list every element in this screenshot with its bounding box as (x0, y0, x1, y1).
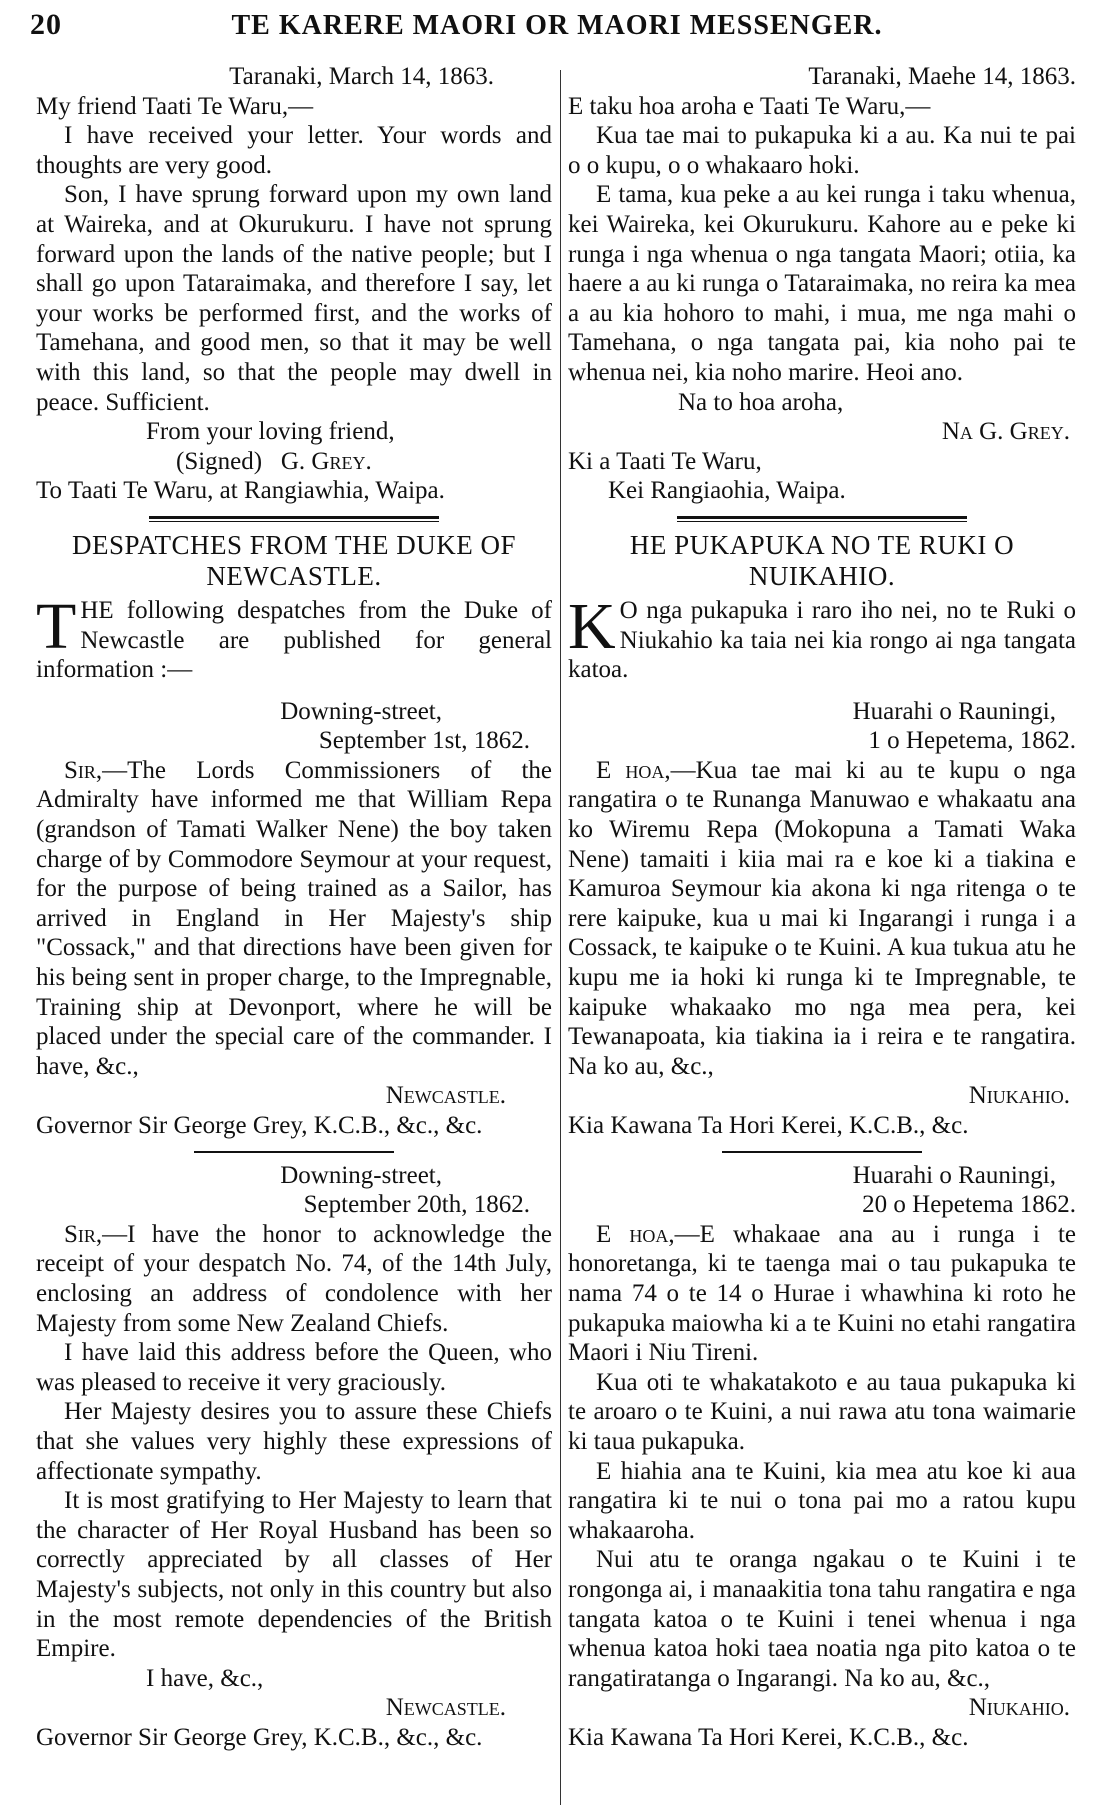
despatch1-text: —The Lords Commissioners of the Admiralty have informed me that William Repa (grandson of Tamati Walker Nene) the boy taken charge of by Commodore Seymour at your request, for the purpose of being trained as a Sailor, has arrived in England in Her Majesty's ship "Cossack," and that directions have been given for his being sent in proper charge, to the Impregnable, Training ship at Devonport, where he will be placed under the special care of the commander. I have, &c., (36, 756, 552, 1080)
letter1-paragraph-2: Son, I have sprung forward upon my own land at Waireka, and at Okurukuru. I have not sprung forward upon the lands of the native people; but I shall go upon Tataraimaka, and therefore I say, let your works be performed first, and the works of Tamehana, and good men, so that it may be well with this land, so that the people may dwell in peace. Sufficient. (36, 181, 552, 416)
maori-despatch2-place: Huarahi o Rauningi, (852, 1161, 1056, 1189)
maori-despatch1-date: 1 o Hepetema, 1862. (868, 727, 1076, 755)
masthead-title: TE KARERE MAORI OR MAORI MESSENGER. (231, 10, 883, 41)
maori-intro-text: O nga pukapuka i raro iho nei, no te Ruki o Niukahio ka taia nei kia rongo ai nga tangata katoa. (568, 596, 1076, 684)
despatch-divider (194, 1151, 394, 1153)
maori-despatch2-paragraph-4: Nui atu te oranga ngakau o te Kuini i te rongonga ai, i manaakitia tona tahu rangatira e nga tangata katoa o te Kuini i tenei whenua i nga whenua katoa hoki taea noatia nga pito katoa o te rangatiratanga o Ingarangi. Na ko au, &c., (568, 1546, 1076, 1692)
maori-section-divider (677, 516, 967, 522)
maori-letter1-closing: Na to hoa aroha, (678, 388, 844, 416)
letter1-paragraph-1: I have received your letter. Your words and thoughts are very good. (36, 122, 552, 179)
column-divider (560, 70, 561, 1805)
letter1-place-date: Taranaki, March 14, 1863. (229, 63, 494, 90)
maori-despatch2-paragraph-2: Kua oti te whakatakoto e au taua pukapuka ki te aroaro o te Kuini, a nui rawa atu tona waimarie ki taua pukapuka. (568, 1368, 1076, 1455)
despatch1-salutation: Sir, (64, 756, 103, 784)
maori-despatch1-salutation: E hoa, (596, 756, 671, 784)
despatch2-text-1: —I have the honor to acknowledge the receipt of your despatch No. 74, of the 14th July, enclosing an address of condolence with her Majesty from some New Zealand Chiefs. (36, 1220, 552, 1337)
despatch1-recipient: Governor Sir George Grey, K.C.B., &c., &c. (36, 1112, 483, 1139)
maori-despatch2-paragraph-1 (568, 1220, 1076, 1368)
maori-despatch2-date: 20 o Hepetema 1862. (862, 1191, 1076, 1219)
letter1-signature-line (36, 447, 552, 477)
maori-despatch2-paragraph-3: E hiahia ana te Kuini, kia mea atu koe ki aua rangatira ki te nui o tona pai mo a ratou kupu whakaaroha. (568, 1457, 1076, 1544)
maori-letter1-place-date: Taranaki, Maehe 14, 1863. (808, 63, 1076, 90)
maori-despatch2-text-1: —E whakaae ana au i runga i te honoretanga, ki te taenga mai o tau pukapuka te nama 74 o te 14 o Hurae i whawhina ki roto he pukapuka maiowha ki a te Kuini no etahi rangatira Maori i Niu Tireni. (568, 1220, 1076, 1367)
despatch2-paragraph-3: Her Majesty desires you to assure these Chiefs that she values very highly these expressions of affectionate sympathy. (36, 1398, 552, 1485)
maori-despatch1-signature: Niukahio. (968, 1082, 1070, 1110)
maori-despatch1-text: —Kua tae mai ki au te kupu o nga rangatira o te Runanga Manuwao e whakaatu ana ko Wiremu Repa (Mokopuna a Tamati Waka Nene) tamaiti i kiia mai ra e koe ki a tiakina e Kamuroa Seymour kia akona ki nga ritenga o te rere kaipuke, kua u mai ki Ingarangi i runga i a Cossack, te kaipuke o te Kuini. A kua tukua atu he kupu me ia hoki ki runga ki te Impregnable, te kaipuke whakaako mo nga mea pera, kei Tewanapoata, kia tiakina ia i reira e te rangatira. Na ko au, &c., (568, 756, 1076, 1080)
despatch2-salutation: Sir, (64, 1220, 103, 1248)
maori-despatch2-recipient: Kia Kawana Ta Hori Kerei, K.C.B., &c. (568, 1723, 969, 1751)
drop-cap: T (36, 589, 77, 663)
maori-despatch1-recipient: Kia Kawana Ta Hori Kerei, K.C.B., &c. (568, 1112, 969, 1139)
maori-letter1-addressee-2: Kei Rangiaohia, Waipa. (608, 477, 846, 505)
despatch2-closing: I have, &c., (146, 1664, 264, 1692)
despatch2-recipient: Governor Sir George Grey, K.C.B., &c., &c. (36, 1723, 483, 1751)
maori-despatch2-signature: Niukahio. (968, 1694, 1070, 1722)
maori-despatch-divider (722, 1151, 922, 1153)
letter1-signer: G. Grey. (280, 447, 372, 475)
page-header (0, 0, 1114, 60)
letter1-addressee: To Taati Te Waru, at Rangiawhia, Waipa. (36, 477, 445, 505)
maori-despatch2-salutation: E hoa, (596, 1220, 675, 1248)
maori-despatch1-place: Huarahi o Rauningi, (852, 697, 1056, 725)
maori-despatch1-body (568, 756, 1076, 1082)
intro-text: HE following despatches from the Duke of Newcastle are published for general information :— (36, 596, 552, 684)
maori-column (568, 62, 1076, 1752)
intro-paragraph (36, 589, 552, 685)
maori-letter1-signer: Na G. Grey. (941, 418, 1070, 446)
page-number: 20 (30, 8, 62, 41)
despatch2-paragraph-2: I have laid this address before the Queen, who was pleased to receive it very graciously. (36, 1339, 552, 1396)
despatch2-paragraph-4: It is most gratifying to Her Majesty to learn that the character of Her Royal Husband has been so correctly appreciated by all classes of Her Majesty's subjects, not only in this country but also in the most remote dependencies of the British Empire. (36, 1487, 552, 1663)
despatch1-signature: Newcastle. (385, 1082, 506, 1110)
maori-letter1-paragraph-1: Kua tae mai to pukapuka ki a au. Ka nui te pai o o kupu, o o whakaaro hoki. (568, 122, 1076, 179)
despatch2-date: September 20th, 1862. (303, 1191, 530, 1219)
maori-drop-cap: K (568, 589, 616, 663)
despatch2-paragraph-1 (36, 1220, 552, 1338)
signed-label: (Signed) (176, 447, 263, 475)
maori-letter1-salutation: E taku hoa aroha e Taati Te Waru,— (568, 92, 931, 120)
despatch1-body (36, 756, 552, 1082)
english-column (36, 62, 552, 1752)
section-divider (149, 516, 439, 522)
despatch1-place: Downing-street, (280, 697, 442, 725)
maori-intro-paragraph (568, 589, 1076, 685)
despatch2-signature: Newcastle. (385, 1694, 506, 1722)
maori-section-title: HE PUKAPUKA NO TE RUKI O NUIKAHIO. (629, 529, 1015, 591)
maori-letter1-paragraph-2: E tama, kua peke a au kei runga i taku whenua, kei Waireka, kei Okurukuru. Kahore au e peke ki runga i nga whenua o nga tangata Maori; otiia, ka haere a au ki runga o Tataraimaka, no reira ka mea a au kia hohoro to mahi, i mua, me nga mahi o Tamehana, o nga tangata pai, kia noho pai te whenua nei, kia noho marire. Heoi ano. (568, 181, 1076, 386)
maori-letter1-addressee-1: Ki a Taati Te Waru, (568, 447, 762, 475)
section-title: DESPATCHES FROM THE DUKE OF NEWCASTLE. (71, 529, 517, 591)
despatch2-place: Downing-street, (280, 1161, 442, 1189)
despatch1-date: September 1st, 1862. (318, 727, 530, 755)
letter1-closing: From your loving friend, (146, 418, 395, 446)
letter1-salutation: My friend Taati Te Waru,— (36, 92, 314, 120)
